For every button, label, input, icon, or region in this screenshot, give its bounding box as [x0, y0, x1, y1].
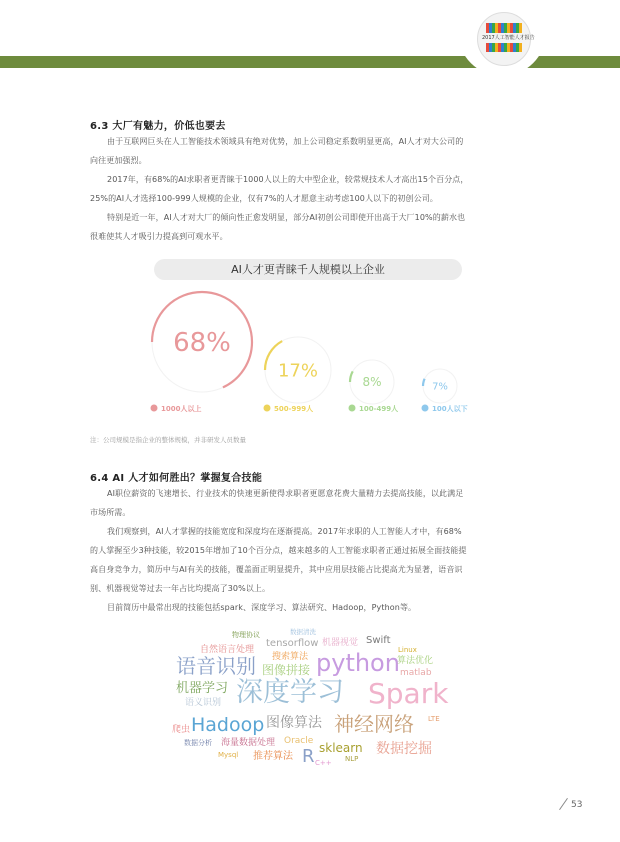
page-number: 53	[571, 800, 583, 810]
cloud-word: 语音识别	[176, 654, 256, 678]
chart-title: AI人才更青睐千人规模以上企业	[154, 259, 462, 280]
cloud-word: 机器学习	[176, 681, 229, 696]
cloud-word: tensorflow	[266, 638, 319, 649]
cloud-word: NLP	[345, 755, 359, 763]
text-line: 由于互联网巨头在人工智能技术领域具有绝对优势，加上公司稳定系数明显更高，AI人才对大公司的	[107, 137, 464, 146]
cloud-word: 物理协议	[232, 631, 260, 639]
paragraph	[90, 541, 530, 561]
cloud-word: Oracle	[284, 736, 314, 746]
paragraph	[90, 151, 530, 171]
cloud-word: Spark	[368, 677, 449, 710]
cloud-word: 搜索算法	[272, 652, 309, 662]
cloud-word: 神经网络	[334, 712, 414, 736]
cloud-word: 推荐算法	[253, 751, 293, 762]
value-label: 17%	[277, 360, 319, 382]
cloud-word: 数据分析	[184, 739, 212, 747]
legend-dot	[349, 405, 356, 412]
cloud-word: 图像算法	[266, 715, 322, 731]
category-label: 100-499人	[359, 405, 399, 413]
paragraph	[90, 132, 530, 152]
paragraph	[90, 170, 530, 190]
paragraph	[90, 189, 530, 209]
cloud-word: python	[316, 649, 400, 677]
cloud-word: matlab	[400, 668, 432, 678]
paragraph	[90, 598, 530, 618]
cloud-word: 深度学习	[236, 677, 344, 708]
logo-pattern-top	[486, 23, 522, 33]
cloud-word: Mysql	[218, 751, 239, 759]
text-line: 目前简历中最常出现的技能包括spark、深度学习、算法研究、Hadoop，Python等。	[107, 603, 417, 612]
cloud-word: 数据清洗	[290, 628, 316, 636]
cloud-word: Swift	[366, 635, 391, 646]
cloud-word: LTE	[428, 715, 440, 723]
legend-dot	[264, 405, 271, 412]
category-label: 500-999人	[274, 405, 314, 413]
text-line: 我们观察到，AI人才掌握的技能宽度和深度均在逐渐提高。2017年求职的人工智能人才中，有68%	[107, 527, 462, 536]
section-heading-6-4: 6.4 AI 人才如何胜出？掌握复合技能	[90, 473, 263, 484]
text-line: 的人掌握至少3种技能，较2015年增加了10个百分点，越来越多的人工智能求职者正通过拓展全面技能提	[90, 546, 467, 555]
paragraph	[90, 227, 530, 247]
logo-text: 2017人工智能人才报告	[482, 35, 535, 41]
chart-note: 注：公司规模是指企业的整体规模，并非研发人员数量	[90, 436, 246, 444]
cloud-word: 图像拼接	[262, 663, 311, 677]
text-line: 向往更加强烈。	[90, 156, 147, 165]
cloud-word: 爬虫	[172, 725, 191, 735]
text-line: 别、机器视觉等过去一年占比均提高了30%以上。	[90, 584, 271, 593]
paragraph	[90, 484, 530, 504]
cloud-word: C++	[315, 759, 332, 767]
text-line: 25%的AI人才选择100-999人规模的企业，仅有7%的人才愿意主动考虑100人以下的初创公司。	[90, 194, 438, 203]
value-label: 8%	[362, 375, 382, 390]
text-line: 很难使其人才吸引力提高到可观水平。	[90, 232, 228, 241]
paragraph	[90, 503, 530, 523]
company-size-chart	[140, 290, 500, 430]
text-line: 2017年，有68%的AI求职者更青睐于1000人以上的大中型企业，较常规技术人才高出15个百分点，	[107, 175, 469, 184]
legend-dot	[422, 405, 429, 412]
legend-dot	[151, 405, 158, 412]
value-label: 7%	[432, 381, 448, 393]
cloud-word: Hadoop	[191, 714, 265, 736]
page-number-slash	[559, 798, 568, 810]
text-line: 特别是近一年，AI人才对大厂的倾向性正愈发明显，部分AI初创公司即使开出高于大厂10%的薪水也	[107, 213, 466, 222]
logo-pattern-bottom	[486, 43, 522, 52]
value-label: 68%	[173, 328, 231, 359]
paragraph	[90, 560, 530, 580]
cloud-word: 自然语言处理	[200, 645, 255, 655]
cloud-word: 语义识别	[185, 698, 222, 708]
cloud-word: R	[302, 746, 315, 767]
cloud-word: 机器视觉	[322, 638, 359, 648]
report-logo	[477, 12, 535, 66]
cloud-word: Linux	[398, 646, 417, 654]
text-line: 市场所需。	[90, 508, 131, 517]
paragraph	[90, 579, 530, 599]
paragraph	[90, 522, 530, 542]
text-line: AI职位薪资的飞速增长、行业技术的快速更新使得求职者更愿意花费大量精力去提高技能，以此满足	[107, 489, 464, 498]
cloud-word: 海量数据处理	[221, 738, 276, 748]
paragraph	[90, 208, 530, 228]
text-line: 高自身竞争力，简历中与AI有关的技能，覆盖面正明显提升，其中应用层技能占比提高尤为显著，语音识	[90, 565, 463, 574]
cloud-word: 算法优化	[397, 656, 434, 666]
section-heading-6-3: 6.3 大厂有魅力，价低也要去	[90, 121, 226, 132]
cloud-word: 数据挖掘	[376, 741, 432, 757]
category-label: 100人以下	[432, 405, 468, 413]
cloud-word: sklearn	[319, 741, 363, 755]
category-label: 1000人以上	[161, 405, 202, 413]
